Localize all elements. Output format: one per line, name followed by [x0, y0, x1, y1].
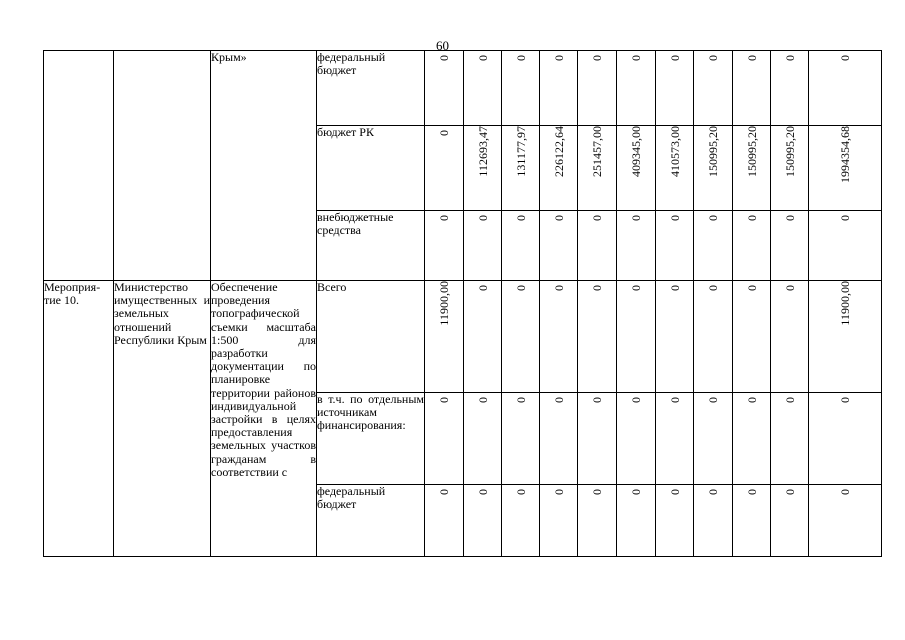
value-text: 1994354,68	[838, 126, 852, 183]
value-cell	[656, 211, 694, 281]
value-cell	[540, 485, 578, 557]
value-cell	[578, 51, 617, 126]
value-text: 0	[513, 215, 528, 221]
value-cell	[502, 126, 540, 211]
value-text: 0	[590, 285, 604, 291]
value-text: 0	[551, 489, 566, 495]
value-text: 0	[551, 215, 566, 221]
value-text: 0	[744, 285, 759, 291]
value-cell	[694, 211, 733, 281]
value-text: 0	[744, 397, 759, 403]
value-text: 0	[629, 397, 643, 403]
value-text: 0	[782, 489, 797, 495]
value-cell	[464, 51, 502, 126]
value-cell	[464, 485, 502, 557]
value-text: 0	[782, 285, 797, 291]
value-cell	[425, 126, 464, 211]
value-cell	[656, 126, 694, 211]
value-text: 0	[590, 489, 604, 495]
value-cell	[694, 281, 733, 393]
value-cell	[464, 393, 502, 485]
value-cell	[617, 281, 656, 393]
value-text: 0	[838, 215, 852, 221]
value-text: 150995,20	[782, 126, 797, 177]
value-text: 0	[437, 130, 451, 136]
value-text: 0	[437, 397, 451, 403]
value-cell	[464, 281, 502, 393]
value-text: 11900,00	[437, 281, 451, 326]
table-body	[44, 51, 882, 557]
value-cell	[578, 126, 617, 211]
value-cell	[733, 211, 771, 281]
executor-cell-empty	[114, 51, 211, 281]
value-text: 0	[475, 55, 490, 61]
value-cell	[540, 211, 578, 281]
value-cell	[733, 281, 771, 393]
value-cell	[809, 393, 882, 485]
value-text: 0	[838, 489, 852, 495]
value-cell	[733, 485, 771, 557]
value-text: 0	[590, 397, 604, 403]
value-cell	[809, 485, 882, 557]
value-cell	[425, 51, 464, 126]
value-text: 0	[551, 285, 566, 291]
value-text: 0	[744, 55, 759, 61]
value-cell	[502, 281, 540, 393]
funding-source-cell: внебюджетные средства	[317, 211, 425, 281]
value-cell	[694, 485, 733, 557]
value-cell	[425, 485, 464, 557]
value-cell	[540, 51, 578, 126]
executor-cell: Министерство имущественных и земельных отношений Республики Крым	[114, 281, 211, 557]
value-cell	[694, 51, 733, 126]
value-text: 0	[706, 55, 720, 61]
value-cell	[771, 211, 809, 281]
value-cell	[578, 281, 617, 393]
value-cell	[656, 281, 694, 393]
value-text: 0	[629, 55, 643, 61]
financing-table	[43, 50, 882, 557]
value-text: 11900,00	[838, 281, 852, 326]
value-cell	[656, 51, 694, 126]
value-text: 0	[706, 215, 720, 221]
value-text: 112693,47	[475, 126, 490, 177]
value-cell	[540, 393, 578, 485]
value-cell	[578, 485, 617, 557]
value-text: 150995,20	[706, 126, 720, 177]
value-cell	[733, 51, 771, 126]
value-text: 0	[513, 489, 528, 495]
value-cell	[771, 281, 809, 393]
value-cell	[771, 485, 809, 557]
value-text: 0	[838, 55, 852, 61]
value-cell	[540, 126, 578, 211]
value-cell	[617, 211, 656, 281]
value-cell	[733, 393, 771, 485]
value-text: 150995,20	[744, 126, 759, 177]
measure-name-cell: Мероприя-тие 10.	[44, 281, 114, 557]
value-cell	[694, 126, 733, 211]
value-text: 0	[782, 215, 797, 221]
value-text: 0	[590, 55, 604, 61]
measure-description-cell: Крым»	[211, 51, 317, 281]
value-text: 0	[590, 215, 604, 221]
funding-source-cell: в т.ч. по отдельным источникам финансирования:	[317, 393, 425, 485]
value-cell	[733, 126, 771, 211]
value-text: 0	[513, 285, 528, 291]
funding-source-cell: бюджет РК	[317, 126, 425, 211]
value-cell	[464, 211, 502, 281]
funding-source-cell: федеральный бюджет	[317, 485, 425, 557]
value-text: 0	[629, 489, 643, 495]
measure-name-cell-empty	[44, 51, 114, 281]
value-text: 0	[513, 397, 528, 403]
funding-source-cell: Всего	[317, 281, 425, 393]
value-text: 0	[437, 55, 451, 61]
measure-description-cell: Обеспечение проведения топографической съемки масштаба 1:500 для разработки документации по планировке территории районов индивидуальной застройки в целях предоставления земельных участков гражданам в соответствии с	[211, 281, 317, 557]
value-text: 0	[744, 215, 759, 221]
value-text: 0	[706, 285, 720, 291]
value-text: 0	[551, 55, 566, 61]
value-text: 0	[551, 397, 566, 403]
value-cell	[771, 393, 809, 485]
table-row	[44, 281, 882, 393]
value-cell	[617, 51, 656, 126]
value-text: 0	[513, 55, 528, 61]
value-text: 410573,00	[667, 126, 682, 177]
value-cell	[771, 126, 809, 211]
value-text: 0	[782, 55, 797, 61]
value-text: 0	[706, 489, 720, 495]
value-cell	[425, 281, 464, 393]
value-text: 226122,64	[551, 126, 566, 177]
value-cell	[694, 393, 733, 485]
value-cell	[502, 393, 540, 485]
value-cell	[656, 485, 694, 557]
value-text: 409345,00	[629, 126, 643, 177]
funding-source-cell: федеральный бюджет	[317, 51, 425, 126]
value-text: 0	[706, 397, 720, 403]
value-cell	[809, 211, 882, 281]
value-cell	[617, 393, 656, 485]
value-cell	[425, 211, 464, 281]
value-cell	[617, 126, 656, 211]
value-text: 0	[475, 215, 490, 221]
value-text: 131177,97	[513, 126, 528, 177]
value-cell	[809, 126, 882, 211]
value-cell	[578, 393, 617, 485]
value-text: 251457,00	[590, 126, 604, 177]
value-text: 0	[437, 215, 451, 221]
value-text: 0	[667, 55, 682, 61]
table-row	[44, 51, 882, 126]
value-cell	[771, 51, 809, 126]
value-cell	[578, 211, 617, 281]
value-cell	[425, 393, 464, 485]
value-text: 0	[782, 397, 797, 403]
value-text: 0	[667, 489, 682, 495]
value-cell	[502, 51, 540, 126]
value-cell	[540, 281, 578, 393]
value-cell	[656, 393, 694, 485]
value-cell	[617, 485, 656, 557]
value-text: 0	[475, 489, 490, 495]
value-cell	[502, 485, 540, 557]
value-text: 0	[667, 285, 682, 291]
value-text: 0	[475, 285, 490, 291]
value-text: 0	[838, 397, 852, 403]
value-text: 0	[475, 397, 490, 403]
value-cell	[464, 126, 502, 211]
value-cell	[502, 211, 540, 281]
value-text: 0	[744, 489, 759, 495]
value-text: 0	[667, 215, 682, 221]
value-cell	[809, 281, 882, 393]
page-number: 60	[436, 38, 449, 53]
value-text: 0	[437, 489, 451, 495]
value-text: 0	[629, 215, 643, 221]
value-text: 0	[629, 285, 643, 291]
value-text: 0	[667, 397, 682, 403]
value-cell	[809, 51, 882, 126]
